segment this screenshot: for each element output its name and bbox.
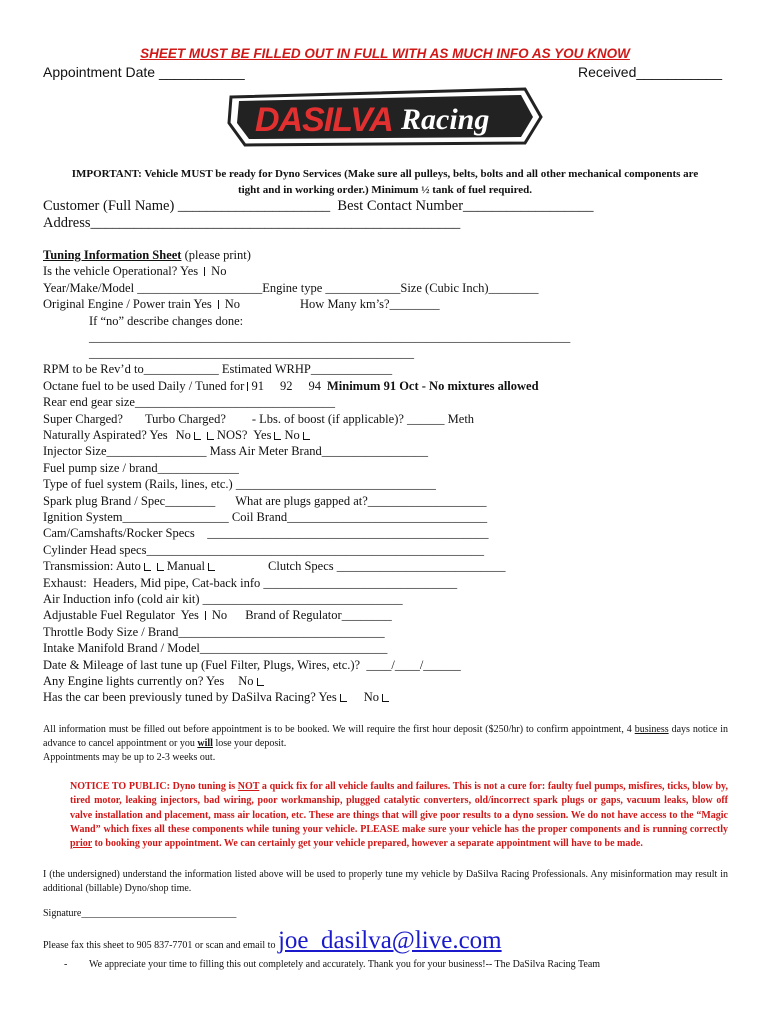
spark-plug-row[interactable] <box>43 494 487 509</box>
octane-92[interactable]: 92 <box>279 379 293 393</box>
thanks-dash: - <box>64 959 68 970</box>
turbo-charged[interactable]: Turbo Charged? <box>144 412 226 426</box>
na-row[interactable] <box>43 428 313 443</box>
spark-plug-field[interactable]: Spark plug Brand / Spec________ <box>43 494 216 508</box>
checkbox[interactable] <box>157 563 164 571</box>
no-label: No <box>224 297 241 311</box>
fax-text: Please fax this sheet to 905 837-7701 or scan and email to <box>43 940 278 951</box>
signature-field[interactable]: Signature_______________________________ <box>43 908 237 919</box>
fuel-system-row[interactable]: Type of fuel system (Rails, lines, etc.) ________________________________ <box>43 477 436 491</box>
no-label: No <box>211 608 228 622</box>
appointment-date-field[interactable]: Appointment Date ___________ <box>43 64 245 80</box>
logo-text-b: Racing <box>401 103 490 136</box>
exhaust-row[interactable]: Exhaust: Headers, Mid pipe, Cat-back info _______________________________ <box>43 576 458 590</box>
no-label: No <box>175 428 191 442</box>
octane-91[interactable]: 91 <box>251 379 264 393</box>
undersigned-paragraph: I (the undersigned) understand the information listed above will be used to properly tune my vehicle by DaSilva Racing Professionals. Any misinformation may result in additional (billable) Dyno/shop time. <box>43 869 728 894</box>
appointments-note: Appointments may be up to 2-3 weeks out. <box>43 752 216 763</box>
changes-blank-2[interactable]: ____________________________________________________ <box>89 346 414 360</box>
rpm-row[interactable]: RPM to be Rev’d to____________ Estimated WRHP_____________ <box>43 362 393 376</box>
afr-row[interactable] <box>43 608 392 623</box>
no-label: No <box>284 428 300 442</box>
boost-field[interactable]: - Lbs. of boost (if applicable)? ______ Meth <box>251 412 475 426</box>
cyl-head-row[interactable]: Cylinder Head specs______________________________________________________ <box>43 543 484 557</box>
na-label: Naturally Aspirated? Yes <box>43 428 168 442</box>
clutch-field[interactable]: Clutch Specs ___________________________ <box>268 559 506 573</box>
checkbox[interactable] <box>194 432 201 440</box>
notice-to-public: NOTICE TO PUBLIC: Dyno tuning is NOT a quick fix for all vehicle faults and failures. This is not a cure for: faulty fuel pumps, misfires, ticks, blow by, tired motor, leaking injectors, bad wiring, poor workmanship, plugged catalytic converters, old/incorrect spark plugs or gaps, vacuum leaks, blow off valve installation and placement, mass air location, etc. These are things that will give poor results to a dyno session. We do not have access to the “Magic Wand” which fixes all these components while tuning your vehicle. PLEASE make sure your vehicle has the proper components and is running correctly prior to booking your appointment. We can certainly get your vehicle prepared, however a separate appointment will have to be made. <box>70 781 728 850</box>
injector-row[interactable]: Injector Size________________ Mass Air Meter Brand_________________ <box>43 444 429 458</box>
checkbox[interactable] <box>144 563 151 571</box>
tuning-title-row <box>43 248 251 263</box>
cam-row[interactable]: Cam/Camshafts/Rocker Specs _____________________________________________ <box>43 526 489 540</box>
tuning-title-note: (please print) <box>181 248 251 262</box>
deposit-paragraph: All information must be filled out before appointment is to be booked. We will require the first hour deposit ($250/hr) to confirm appointment, 4 business days notice in advance to cancel appointment or you will lose your deposit. <box>43 724 728 749</box>
fuel-pump-row[interactable]: Fuel pump size / brand_____________ <box>43 461 239 475</box>
yes-checkbox[interactable] <box>204 267 205 276</box>
octane-label: Octane fuel to be used Daily / Tuned for <box>43 379 248 393</box>
thanks-text: We appreciate your time to filling this out completely and accurately. Thank you for your business!-- The DaSilva Racing Team <box>89 959 601 970</box>
logo-text-a: DASILVA <box>255 101 393 139</box>
engine-lights-row[interactable] <box>43 674 267 689</box>
ymm-row[interactable]: Year/Make/Model ____________________Engine type ____________Size (Cubic Inch)________ <box>43 281 539 295</box>
no-label: No <box>363 690 379 704</box>
orig-engine-row[interactable] <box>43 297 440 312</box>
important-notice: IMPORTANT: Vehicle MUST be ready for Dyno Services (Make sure all pulleys, belts, bolts and all other mechanical components are tight and in working order.) Minimum ½ tank of fuel required. <box>71 168 699 196</box>
throttle-row[interactable]: Throttle Body Size / Brand_________________________________ <box>43 625 385 639</box>
prev-tuned-label: Has the car been previously tuned by DaSilva Racing? Yes <box>43 690 337 704</box>
engine-lights-label: Any Engine lights currently on? Yes <box>43 674 225 688</box>
regulator-field[interactable]: Brand of Regulator________ <box>245 608 392 622</box>
yes-checkbox[interactable] <box>218 300 219 309</box>
octane-94[interactable]: 94 <box>308 379 321 393</box>
dasilva-racing-logo <box>225 83 547 150</box>
trans-label: Transmission: Auto <box>43 559 141 573</box>
fax-row <box>43 926 728 961</box>
nos-label: NOS? Yes <box>216 428 272 442</box>
email-link[interactable]: joe_dasilva@live.com <box>277 927 502 954</box>
checkbox[interactable] <box>208 563 215 571</box>
octane-minimum: Minimum 91 Oct - No mixtures allowed <box>326 379 539 393</box>
last-tune-row[interactable]: Date & Mileage of last tune up (Fuel Filter, Plugs, Wires, etc.)? ____/____/______ <box>43 658 461 672</box>
air-row[interactable]: Air Induction info (cold air kit) ________________________________ <box>43 592 403 606</box>
charged-row[interactable] <box>43 412 474 427</box>
tuning-title: Tuning Information Sheet <box>43 248 182 262</box>
if-no-label: If “no” describe changes done: <box>89 314 244 328</box>
checkbox[interactable] <box>340 694 347 702</box>
afr-label: Adjustable Fuel Regulator Yes <box>43 608 199 622</box>
prev-tuned-row[interactable] <box>43 690 392 705</box>
received-field[interactable]: Received___________ <box>577 64 722 80</box>
manifold-row[interactable]: Intake Manifold Brand / Model______________________________ <box>43 641 388 655</box>
no-label: No <box>238 674 254 688</box>
checkbox[interactable] <box>274 432 281 440</box>
octane-checkbox[interactable] <box>247 382 248 391</box>
octane-row[interactable] <box>43 379 539 394</box>
operational-row[interactable] <box>43 264 226 279</box>
plugs-gap-field[interactable]: What are plugs gapped at?___________________ <box>235 494 487 508</box>
sheet-warning: SHEET MUST BE FILLED OUT IN FULL WITH AS MUCH INFO AS YOU KNOW <box>140 46 630 61</box>
address-line[interactable]: Address___________________________________________________ <box>43 215 461 231</box>
ignition-row[interactable]: Ignition System_________________ Coil Brand________________________________ <box>43 510 488 524</box>
manual-label: Manual <box>166 559 206 573</box>
operational-label: Is the vehicle Operational? Yes <box>43 264 199 278</box>
transmission-row[interactable] <box>43 559 506 574</box>
orig-engine-label: Original Engine / Power train Yes <box>43 297 212 311</box>
rear-gear-row[interactable]: Rear end gear size________________________________ <box>43 395 335 409</box>
checkbox[interactable] <box>207 432 214 440</box>
km-field[interactable]: How Many km’s?________ <box>300 297 440 311</box>
no-label: No <box>211 264 227 278</box>
customer-line[interactable]: Customer (Full Name) _____________________ Best Contact Number__________________ <box>43 198 594 214</box>
super-charged[interactable]: Super Charged? <box>43 412 123 426</box>
changes-blank-1[interactable]: _____________________________________________________________________________ <box>89 330 571 344</box>
checkbox[interactable] <box>303 432 310 440</box>
checkbox[interactable] <box>257 678 264 686</box>
yes-checkbox[interactable] <box>205 611 206 620</box>
checkbox[interactable] <box>382 694 389 702</box>
